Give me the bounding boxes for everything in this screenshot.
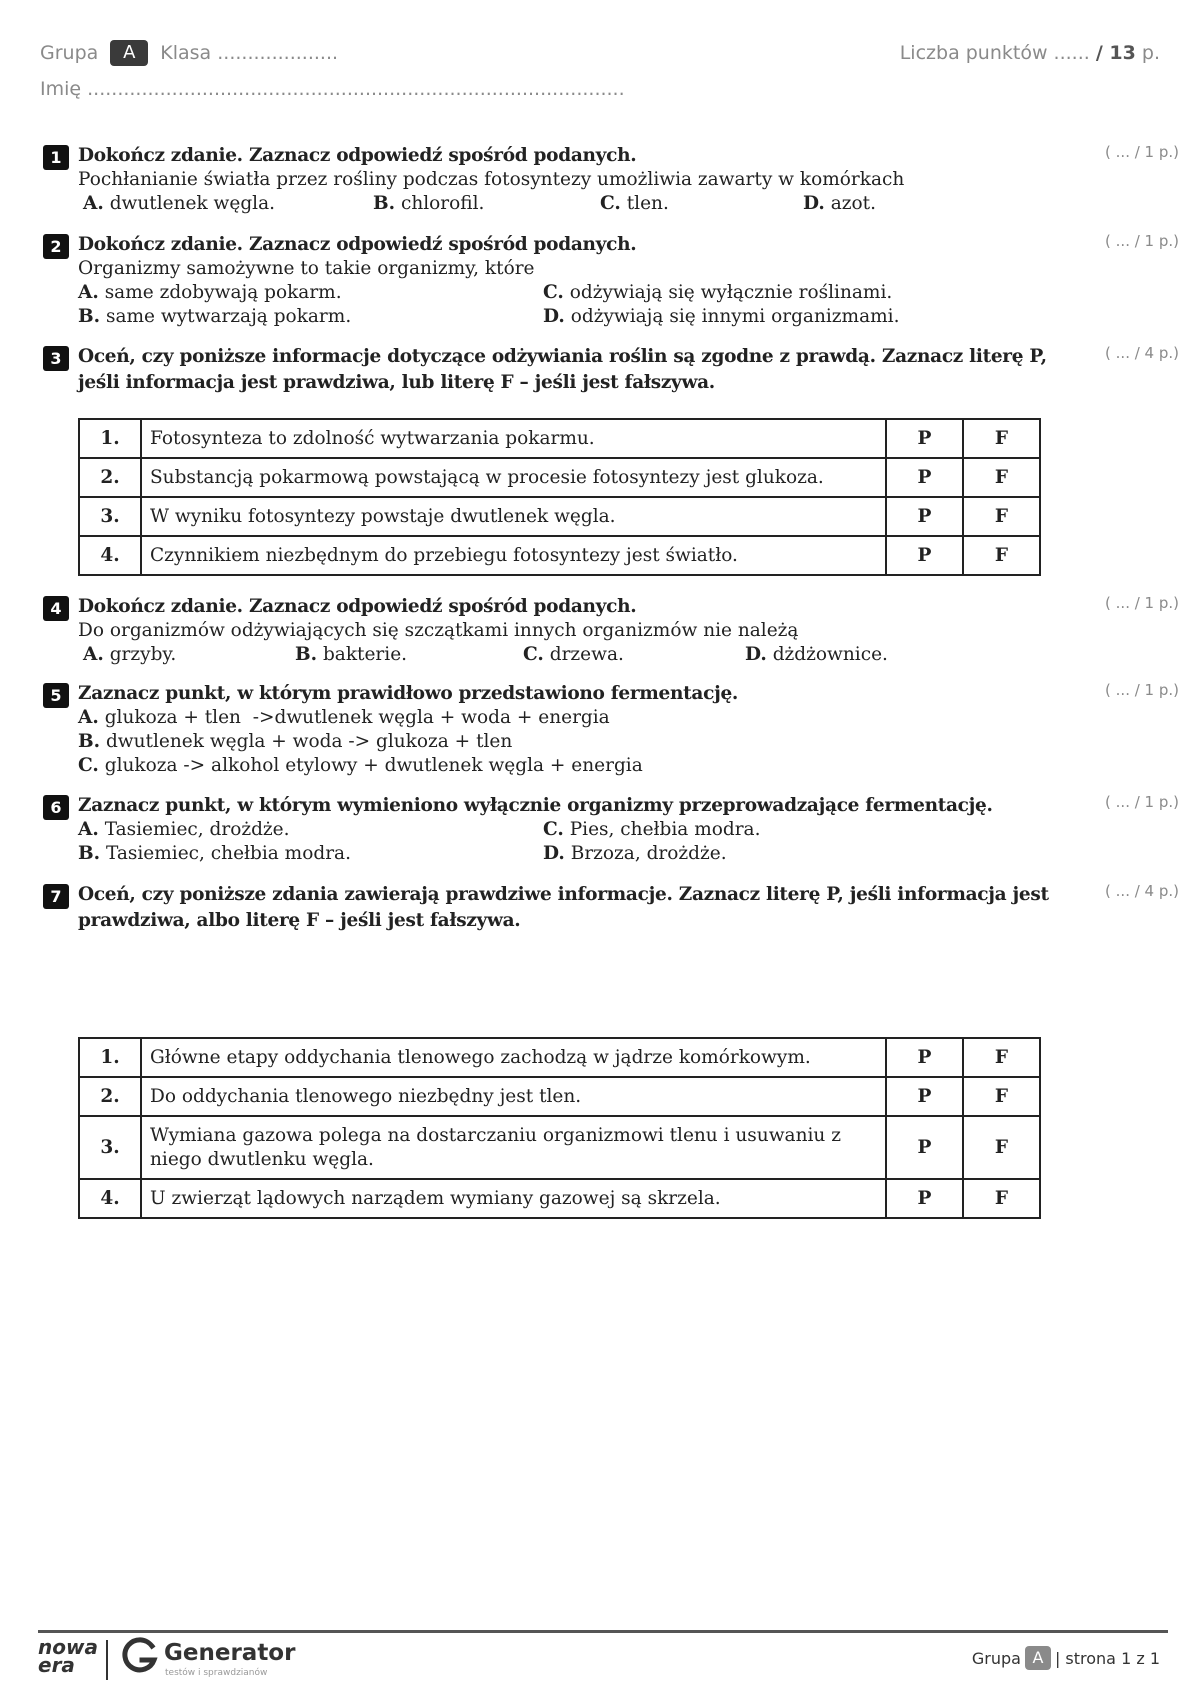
question-points: ( ... / 1 p.): [1105, 681, 1179, 699]
question-instruction: Dokończ zdanie. Zaznacz odpowiedź spośród podanych.: [78, 145, 637, 166]
option-b[interactable]: B. same wytwarzają pokarm.: [78, 306, 352, 327]
answer-p[interactable]: P: [886, 1179, 963, 1218]
points-unit: p.: [1141, 42, 1160, 64]
footer-divider: [38, 1630, 1168, 1633]
answer-f[interactable]: F: [963, 1038, 1040, 1077]
question-number: 7: [43, 884, 69, 909]
question-instruction: Dokończ zdanie. Zaznacz odpowiedź spośród podanych.: [78, 234, 637, 255]
answer-p[interactable]: P: [886, 1038, 963, 1077]
option-b[interactable]: B. dwutlenek węgla + woda -> glukoza + tlen: [78, 731, 513, 752]
row-number: 4.: [79, 1179, 141, 1218]
option-a[interactable]: A. dwutlenek węgla.: [83, 193, 275, 214]
row-number: 3.: [79, 1116, 141, 1179]
row-number: 2.: [79, 458, 141, 497]
grupa-label: Grupa: [40, 42, 99, 64]
question-points: ( ... / 1 p.): [1105, 232, 1179, 250]
imie-field[interactable]: Imię .........................................................................................: [40, 78, 625, 100]
option-b[interactable]: B. Tasiemiec, chełbia modra.: [78, 843, 351, 864]
question-instruction: Zaznacz punkt, w którym wymieniono wyłącznie organizmy przeprowadzające fermentację.: [78, 795, 993, 816]
table-row: [79, 419, 1040, 458]
question-stem: Organizmy samożywne to takie organizmy, które: [78, 258, 535, 279]
question-number: 2: [43, 234, 69, 259]
question-points: ( ... / 4 p.): [1105, 344, 1179, 362]
row-statement: Do oddychania tlenowego niezbędny jest tlen.: [141, 1077, 886, 1116]
header-grupa: [40, 40, 338, 66]
question-number: 3: [43, 346, 69, 371]
answer-f[interactable]: F: [963, 1179, 1040, 1218]
table-row: [79, 497, 1040, 536]
question-number: 6: [43, 795, 69, 820]
row-statement: Fotosynteza to zdolność wytwarzania pokarmu.: [141, 419, 886, 458]
answer-p[interactable]: P: [886, 419, 963, 458]
logo-separator: [106, 1640, 108, 1680]
table-row: [79, 1179, 1040, 1218]
generator-title: Generator: [164, 1640, 296, 1666]
option-d[interactable]: D. azot.: [803, 193, 876, 214]
option-b[interactable]: B. bakterie.: [295, 644, 408, 665]
answer-f[interactable]: F: [963, 1077, 1040, 1116]
option-c[interactable]: C. Pies, chełbia modra.: [543, 819, 761, 840]
row-number: 2.: [79, 1077, 141, 1116]
answer-p[interactable]: P: [886, 458, 963, 497]
option-d[interactable]: D. dżdżownice.: [745, 644, 888, 665]
question-stem: Pochłanianie światła przez rośliny podczas fotosyntezy umożliwia zawarty w komórkach: [78, 169, 905, 190]
answer-f[interactable]: F: [963, 419, 1040, 458]
question-points: ( ... / 1 p.): [1105, 143, 1179, 161]
question-instruction: Oceń, czy poniższe informacje dotyczące odżywiania roślin są zgodne z prawdą. Zaznacz literę P, jeśli informacja jest prawdziwa, lub literę F – jeśli jest fałszywa.: [78, 346, 1047, 393]
page-number: | strona 1 z 1: [1054, 1648, 1160, 1668]
answer-p[interactable]: P: [886, 497, 963, 536]
question-number: 5: [43, 683, 69, 708]
row-statement: Czynnikiem niezbędnym do przebiegu fotosyntezy jest światło.: [141, 536, 886, 575]
row-statement: Wymiana gazowa polega na dostarczaniu organizmowi tlenu i usuwaniu z niego dwutlenku węgla.: [141, 1116, 886, 1179]
option-c[interactable]: C. drzewa.: [523, 644, 624, 665]
points-label: Liczba punktów ......: [899, 42, 1090, 64]
option-c[interactable]: C. glukoza -> alkohol etylowy + dwutlenek węgla + energia: [78, 755, 643, 776]
option-c[interactable]: C. tlen.: [600, 193, 669, 214]
question-points: ( ... / 1 p.): [1105, 594, 1179, 612]
answer-p[interactable]: P: [886, 536, 963, 575]
option-a[interactable]: A. grzyby.: [83, 644, 177, 665]
question-number: 4: [43, 596, 69, 621]
question-instruction: Oceń, czy poniższe zdania zawierają prawdziwe informacje. Zaznacz literę P, jeśli informacja jest prawdziwa, albo literę F – jeśli jest fałszywa.: [78, 884, 1049, 931]
row-statement: Główne etapy oddychania tlenowego zachodzą w jądrze komórkowym.: [141, 1038, 886, 1077]
nowa-era-logo: nowa era: [38, 1635, 98, 1677]
grupa-badge: A: [110, 40, 148, 66]
table-row: [79, 1116, 1040, 1179]
option-d[interactable]: D. odżywiają się innymi organizmami.: [543, 306, 900, 327]
generator-subtitle: testów i sprawdzianów: [165, 1668, 268, 1678]
table-row: [79, 458, 1040, 497]
option-b[interactable]: B. chlorofil.: [373, 193, 485, 214]
option-c[interactable]: C. odżywiają się wyłącznie roślinami.: [543, 282, 893, 303]
option-a[interactable]: A. Tasiemiec, drożdże.: [78, 819, 290, 840]
table-row: [79, 1077, 1040, 1116]
table-row: [79, 536, 1040, 575]
question-stem: Do organizmów odżywiających się szczątkami innych organizmów nie należą: [78, 620, 799, 641]
answer-p[interactable]: P: [886, 1116, 963, 1179]
footer-grupa-label: Grupa: [971, 1648, 1021, 1668]
points-total: / 13: [1095, 42, 1136, 64]
answer-f[interactable]: F: [963, 1116, 1040, 1179]
footer-grupa-badge: A: [1025, 1646, 1051, 1670]
question-instruction: Dokończ zdanie. Zaznacz odpowiedź spośród podanych.: [78, 596, 637, 617]
klasa-field[interactable]: Klasa ....................: [160, 42, 339, 64]
generator-g-icon: [120, 1636, 160, 1676]
option-a[interactable]: A. same zdobywają pokarm.: [78, 282, 342, 303]
answer-p[interactable]: P: [886, 1077, 963, 1116]
row-statement: W wyniku fotosyntezy powstaje dwutlenek węgla.: [141, 497, 886, 536]
points-summary: [900, 42, 1160, 64]
table-row: [79, 1038, 1040, 1077]
option-d[interactable]: D. Brzoza, drożdże.: [543, 843, 727, 864]
row-number: 4.: [79, 536, 141, 575]
row-number: 1.: [79, 1038, 141, 1077]
footer-page-info: [972, 1646, 1160, 1670]
option-a[interactable]: A. glukoza + tlen ->dwutlenek węgla + woda + energia: [78, 707, 610, 728]
question-points: ( ... / 4 p.): [1105, 882, 1179, 900]
question-instruction: Zaznacz punkt, w którym prawidłowo przedstawiono fermentację.: [78, 683, 739, 704]
question-points: ( ... / 1 p.): [1105, 793, 1179, 811]
answer-f[interactable]: F: [963, 458, 1040, 497]
row-statement: Substancją pokarmową powstającą w procesie fotosyntezy jest glukoza.: [141, 458, 886, 497]
row-number: 3.: [79, 497, 141, 536]
true-false-table-q7: [78, 1037, 1041, 1219]
row-number: 1.: [79, 419, 141, 458]
answer-f[interactable]: F: [963, 497, 1040, 536]
question-number: 1: [43, 145, 69, 170]
true-false-table-q3: [78, 418, 1041, 576]
answer-f[interactable]: F: [963, 536, 1040, 575]
row-statement: U zwierząt lądowych narządem wymiany gazowej są skrzela.: [141, 1179, 886, 1218]
